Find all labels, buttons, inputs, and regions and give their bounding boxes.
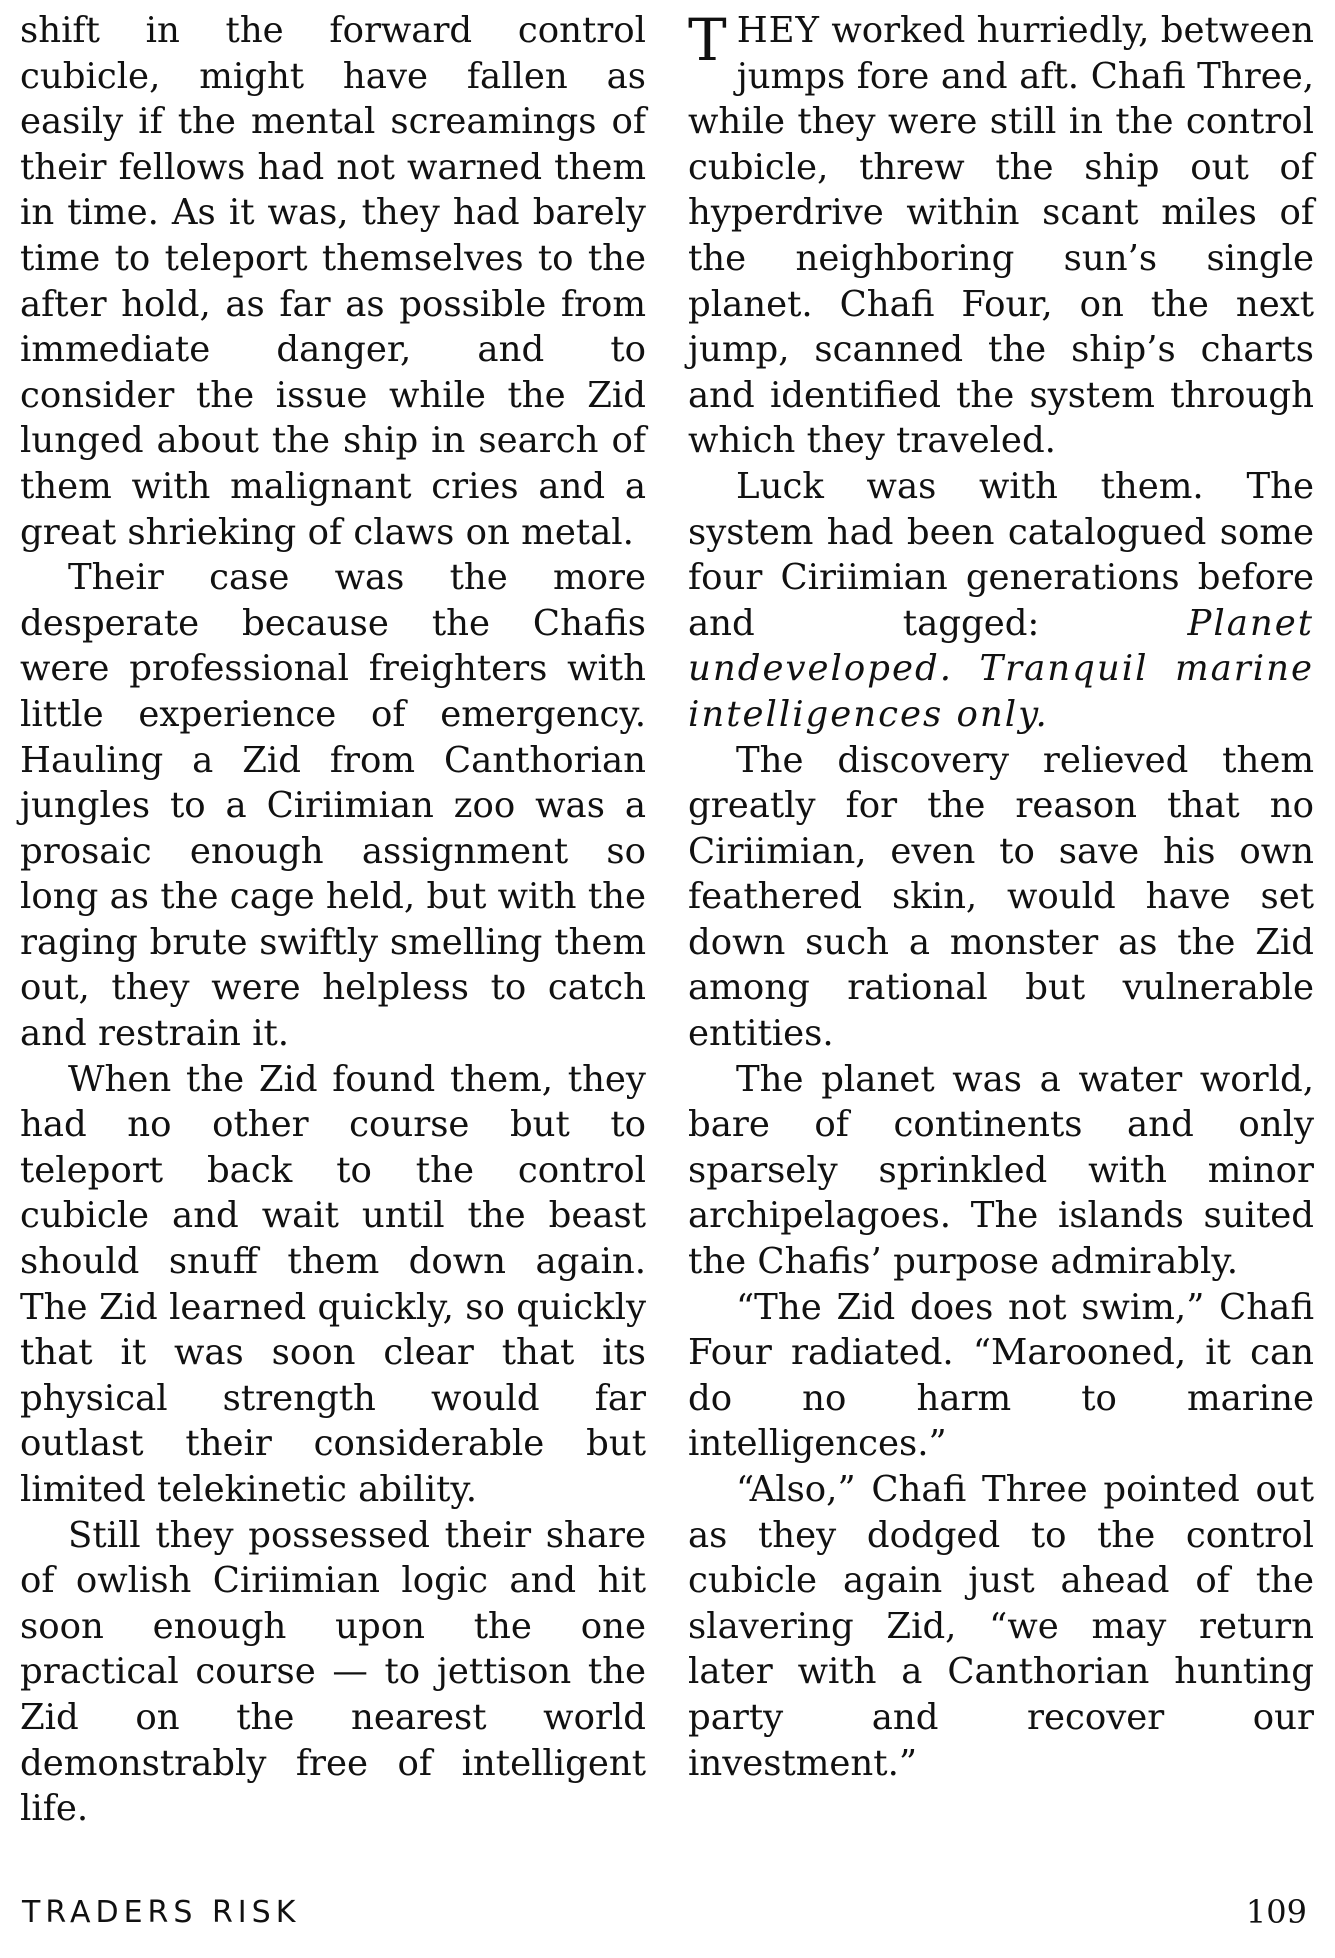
paragraph-text: worked hurriedly, between jumps fore and aft. Chafi Three, while they were still in the control cubicle, threw the ship out of hyperdrive within scant miles of the neighboring sun’s single planet. Chafi Four, on the next jump, scanned the ship’s charts and identified the system through which they traveled. [688, 10, 1314, 462]
lead-in-caps: HEY [736, 10, 820, 51]
running-title: TRADERS RISK [22, 1895, 301, 1930]
paragraph: Their case was the more desperate because the Chafis were professional freighters with little experience of emergency. Hauling a Zid from Canthorian jungles to a Ciriimian zoo was a prosaic enough assignment so long as the cage held, but with the raging brute swiftly smelling them out, they were helpless to catch and restrain it. [20, 557, 646, 1055]
right-column [688, 8, 1314, 1786]
paragraph: “Also,” Chafi Three pointed out as they dodged to the control cubicle again just ahead of the slavering Zid, “we may return later with a Canthorian hunting party and recover our investment.” [688, 1469, 1314, 1784]
paragraph: Still they possessed their share of owlish Ciriimian logic and hit soon enough upon the one practical course — to jettison the Zid on the nearest world demonstrably free of intelligent life. [20, 1514, 646, 1830]
opening-paragraph [688, 8, 1314, 464]
running-footer [22, 1895, 1312, 1930]
paragraph: “The Zid does not swim,” Chafi Four radiated. “Marooned, it can do no harm to marine intelligences.” [688, 1286, 1314, 1465]
paragraph: The planet was a water world, bare of continents and only sparsely sprinkled with minor archipelagoes. The islands suited the Chafis’ purpose admirably. [688, 1058, 1314, 1283]
page-number: 109 [1245, 1893, 1307, 1931]
paragraph [688, 464, 1314, 738]
paragraph: The discovery relieved them greatly for the reason that no Ciriimian, even to save his own feathered skin, would have set down such a monster as the Zid among rational but vulnerable entities. [688, 739, 1314, 1055]
paragraph-text: Luck was with them. The system had been catalogued some four Ciriimian generations before and tagged: [688, 465, 1314, 644]
italic-tag: Planet undeveloped. Tranquil marine intelligences only. [688, 602, 1314, 735]
drop-cap: T [688, 6, 727, 74]
left-column [20, 8, 646, 1832]
paragraph: shift in the forward control cubicle, might have fallen as easily if the mental screamings of their fellows had not warned them in time. As it was, they had barely time to teleport themselves to the after hold, as far as possible from immediate danger, and to consider the issue while the Zid lunged about the ship in search of them with malignant cries and a great shrieking of claws on metal. [20, 10, 646, 553]
paragraph: When the Zid found them, they had no other course but to teleport back to the control cubicle and wait until the beast should snuff them down again. The Zid learned quickly, so quickly that it was soon clear that its physical strength would far outlast their considerable but limited telekinetic ability. [20, 1058, 646, 1510]
